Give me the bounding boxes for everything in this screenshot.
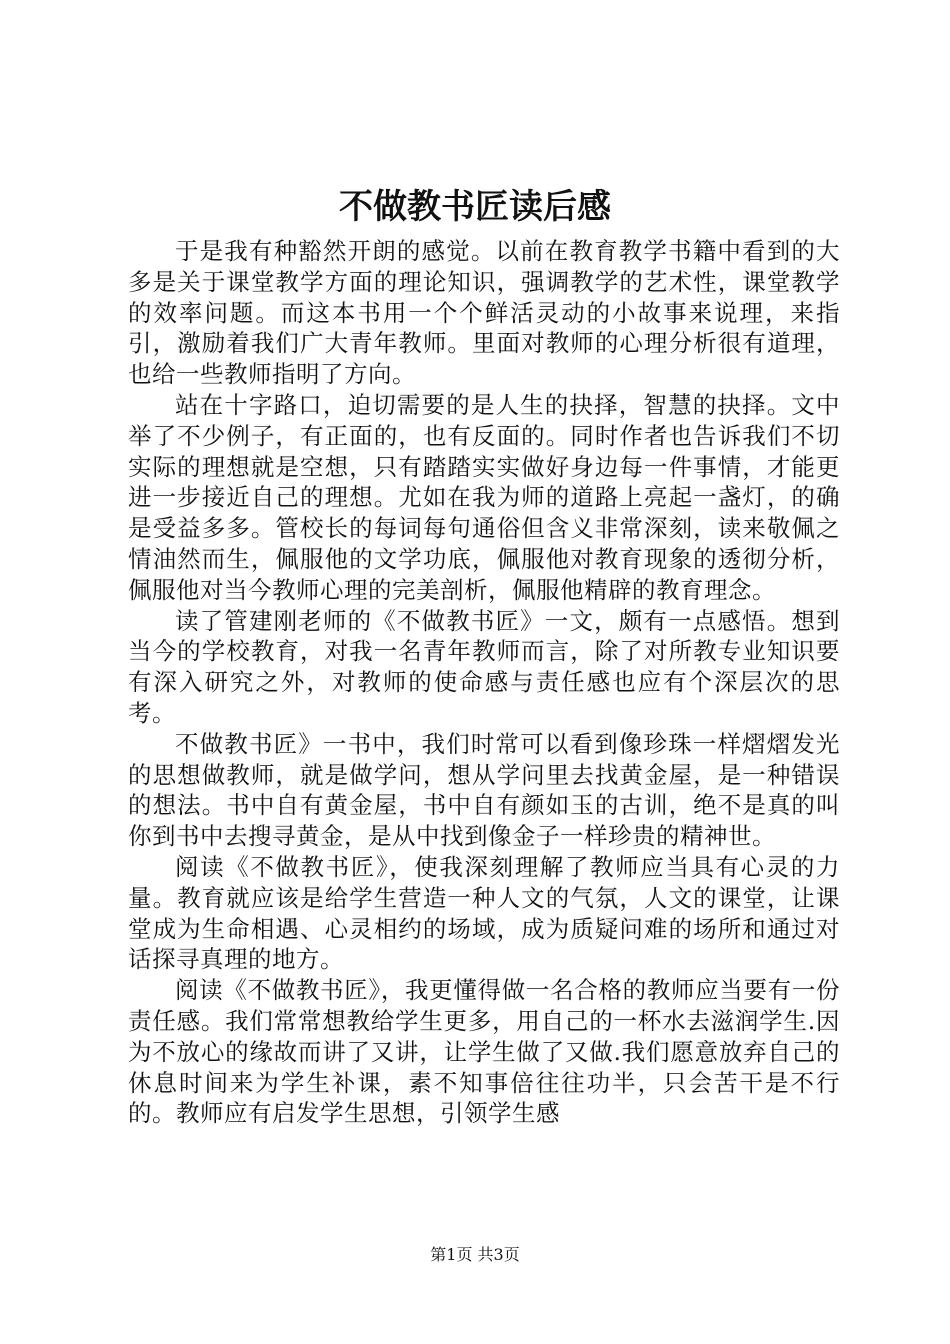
paragraph: 阅读《不做教书匠》，使我深刻理解了教师应当具有心灵的力量。教育就应该是给学生营造一种人文的气氛，人文的课堂，让课堂成为生命相遇、心灵相约的场域，成为质疑问难的场所和通过对话探寻真理的地方。 <box>128 852 840 974</box>
paragraph: 阅读《不做教书匠》，我更懂得做一名合格的教师应当要有一份责任感。我们常常想教给学生更多，用自己的一杯水去滋润学生.因为不放心的缘故而讲了又讲，让学生做了又做.我们愿意放弃自己的休息时间来为学生补课，素不知事倍往往功半，只会苦干是不行的。教师应有启发学生思想，引领学生感 <box>128 976 840 1128</box>
document-body <box>128 236 840 1129</box>
paragraph: 读了管建刚老师的《不做教书匠》一文，颇有一点感悟。想到当今的学校教育，对我一名青年教师而言，除了对所教专业知识要有深入研究之外，对教师的使命感与责任感也应有个深层次的思考。 <box>128 606 840 727</box>
document-title: 不做教书匠读后感 <box>339 187 611 227</box>
paragraph: 于是我有种豁然开朗的感觉。以前在教育教学书籍中看到的大多是关于课堂教学方面的理论知识，强调教学的艺术性，课堂教学的效率问题。而这本书用一个个鲜活灵动的小故事来说理，来指引，激励着我们广大青年教师。里面对教师的心理分析很有道理，也给一些教师指明了方向。 <box>128 237 840 389</box>
page-number-footer: 第1页 共3页 <box>430 1245 520 1264</box>
paragraph: 不做教书匠》一书中，我们时常可以看到像珍珠一样熠熠发光的思想做教师，就是做学问，想从学问里去找黄金屋，是一种错误的想法。书中自有黄金屋，书中自有颜如玉的古训，绝不是真的叫你到书中去搜寻黄金，是从中找到像金子一样珍贵的精神世。 <box>128 729 840 851</box>
paragraph: 站在十字路口，迫切需要的是人生的抉择，智慧的抉择。文中举了不少例子，有正面的，也有反面的。同时作者也告诉我们不切实际的理想就是空想，只有踏踏实实做好身边每一件事情，才能更进一步接近自己的理想。尤如在我为师的道路上亮起一盏灯，的确是受益多多。管校长的每词每句通俗但含义非常深刻，读来敬佩之情油然而生，佩服他的文学功底，佩服他对教育现象的透彻分析，佩服他对当今教师心理的完美剖析，佩服他精辟的教育理念。 <box>128 390 840 604</box>
